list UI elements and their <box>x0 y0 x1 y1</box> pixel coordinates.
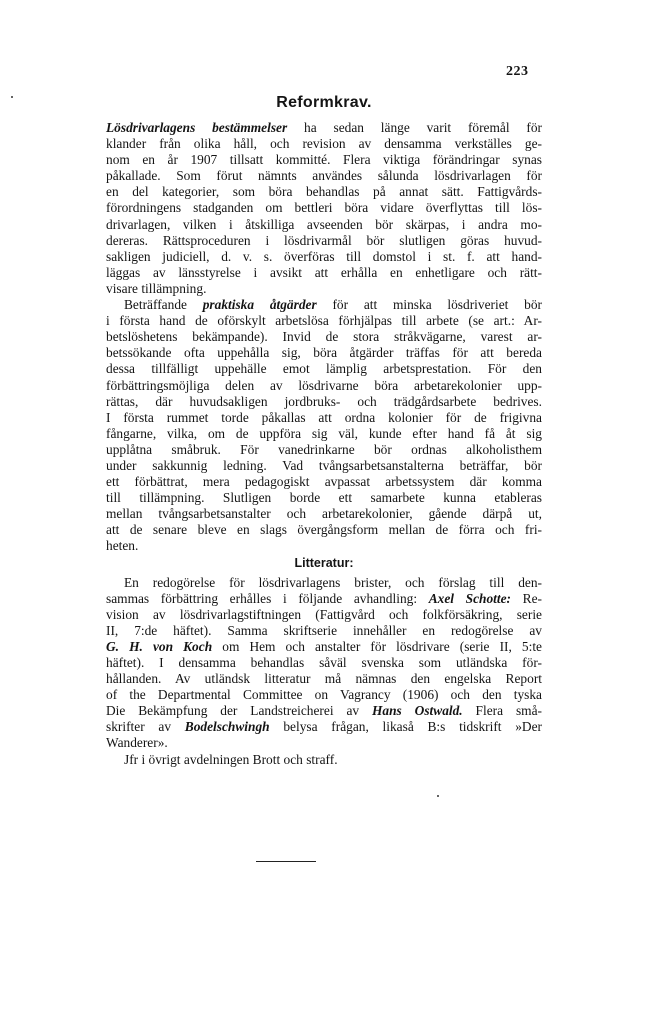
text-run: visare tillämpning. <box>106 280 207 296</box>
text-run: häftet). I densamma behandlas såväl svenska som utländska för- <box>106 655 542 670</box>
text-line <box>106 490 542 506</box>
text-line <box>106 639 542 655</box>
text-run: skrifter av <box>106 719 185 735</box>
text-run: förordningens stadganden om bettleri böra vidare överflyttas till lös- <box>106 200 542 216</box>
text-line <box>106 184 542 200</box>
text-line <box>106 575 542 591</box>
paragraph-literature <box>106 575 542 768</box>
paragraph-praktiska-atgarder <box>106 297 542 555</box>
text-line <box>106 426 542 442</box>
text-run: läggas av länsstyrelse i avsikt att erhålla en enhetligare och rätt- <box>106 264 542 280</box>
text-run: i första hand de oförskylt arbetslösa förhjälpas till arbete (se art.: Ar- <box>106 313 542 329</box>
text-line <box>106 458 542 474</box>
page-number: 223 <box>506 64 529 79</box>
text-run: om Hem och anstalter för lösdrivare (serie II, 5:te <box>212 638 542 654</box>
literature-heading: Litteratur: <box>294 555 354 570</box>
text-run: att de senare bleve en slags övergångsform mellan de förra och fri- <box>106 522 542 538</box>
text-run: Jfr i övrigt avdelningen Brott och straff. <box>124 751 338 767</box>
text-run: belysa frågan, likaså B:s tidskrift »Der <box>269 719 542 735</box>
text-run: En redogörelse för lösdrivarlagens brister, och förslag till den- <box>124 574 542 590</box>
text-run: sakligen judiciell, d. v. s. överföras till domstol i st. f. att hand- <box>106 248 542 264</box>
text-line <box>106 655 542 671</box>
text-run: mellan tvångsarbetsanstalter och arbetarekolonier, gående därpå ut, <box>106 506 542 522</box>
text-line <box>106 623 542 639</box>
text-run: Beträffande <box>124 297 203 313</box>
text-line <box>106 297 542 313</box>
text-run: drivarlagen, vilken i åtskilliga avseenden bör skärpas, i andra mo- <box>106 216 542 232</box>
emphasis-text: G. H. von Koch <box>106 638 213 654</box>
text-line <box>106 313 542 329</box>
text-line <box>106 378 542 394</box>
text-line <box>106 442 542 458</box>
text-line <box>106 136 542 152</box>
text-run: Die Bekämpfung der Landstreicherei av <box>106 703 372 719</box>
text-run: ha sedan länge varit föremål för <box>287 120 543 135</box>
text-run: under sakkunnig ledning. Vad tvångsarbetsanstalterna beträffar, bör <box>106 457 542 473</box>
text-line <box>106 671 542 687</box>
end-rule <box>256 861 316 862</box>
text-line <box>106 394 542 410</box>
text-run: I första rummet torde påkallas att ordna kolonier för de frigivna <box>106 409 542 425</box>
text-line <box>106 249 542 265</box>
text-run: dessa tillfälligt uppehälle emot lämplig arbetsprestation. För den <box>106 361 542 377</box>
text-run: för att minska lösdriveriet bör <box>316 297 542 313</box>
text-run: betslöshetens bekämpande). Invid de stora stråkvägarne, varest ar- <box>106 329 542 345</box>
emphasis-text: Bodelschwingh <box>184 719 270 735</box>
emphasis-text: Lösdrivarlagens bestämmelser <box>106 120 288 135</box>
text-line <box>106 719 542 735</box>
text-run: förbättringsmöjliga delen av lösdrivarne böra arbetarekolonier upp- <box>106 377 542 393</box>
text-run: heten. <box>106 538 139 554</box>
text-run: of the Departmental Committee on Vagrancy (1906) och den tyska <box>106 687 542 703</box>
text-line <box>106 152 542 168</box>
text-line <box>106 200 542 216</box>
text-line <box>106 687 542 703</box>
text-line <box>106 607 542 623</box>
emphasis-text: Hans Ostwald. <box>372 703 463 719</box>
text-line <box>106 735 542 751</box>
page-title: Reformkrav. <box>276 94 372 111</box>
text-line <box>106 538 542 554</box>
text-line <box>106 281 542 297</box>
text-run: betssökande ofta uppehålla sig, böra åtgärder träffas för att bereda <box>106 345 542 361</box>
text-line <box>106 506 542 522</box>
paragraph-lagstiftning <box>106 120 542 297</box>
text-line <box>106 591 542 607</box>
text-run: II, 7:de häftet). Samma skriftserie innehåller en redogörelse av <box>106 622 542 638</box>
text-run: Re- <box>511 590 542 606</box>
text-line <box>106 217 542 233</box>
text-run: vision av lösdrivarlagstiftningen (Fattigvård och folkförsäkring, serie <box>106 606 542 622</box>
text-run: till tillämpning. Slutligen borde ett samarbete kunna etableras <box>106 490 542 506</box>
text-line <box>106 474 542 490</box>
text-run: en del kategorier, som böra behandlas på annat sätt. Fattigvårds- <box>106 184 542 200</box>
text-line <box>106 522 542 538</box>
text-run: hållanden. Av utländsk litteratur må nämnas den engelska Report <box>106 671 542 687</box>
scan-speck <box>437 795 439 797</box>
text-run: dereras. Rättsproceduren i lösdrivarmål bör slutligen göras huvud- <box>106 232 542 248</box>
text-run: ett förbättrat, mera pedagogiskt avpassat arbetssystem där komma <box>106 474 542 490</box>
text-run: Flera små- <box>462 703 542 719</box>
text-run: upplåtna småbruk. För vanedrinkarne bör ordnas alkoholisthem <box>106 441 542 457</box>
text-run: Wanderer». <box>106 735 168 751</box>
text-run: fångarne, vilka, om de uppföra sig väl, kunde efter hand få åt sig <box>106 425 542 441</box>
text-run: sammas förbättring erhålles i följande avhandling: <box>106 590 429 606</box>
emphasis-text: praktiska åtgärder <box>202 297 317 313</box>
text-run: påkallade. Som förut nämnts användes sålunda lösdrivarlagen för <box>106 168 542 184</box>
text-line <box>106 410 542 426</box>
text-line <box>106 752 542 768</box>
text-run: rättas, där huvudsakligen jordbruks- och trädgårdsarbete bedrives. <box>106 393 542 409</box>
text-line <box>106 120 542 136</box>
text-line <box>106 265 542 281</box>
text-line <box>106 168 542 184</box>
text-line <box>106 703 542 719</box>
text-line <box>106 345 542 361</box>
text-run: klander från olika håll, och revision av densamma verkställes ge- <box>106 136 542 152</box>
text-run: nom en år 1907 tillsatt kommitté. Flera viktiga förändringar synas <box>106 152 542 168</box>
text-line <box>106 233 542 249</box>
text-line <box>106 361 542 377</box>
emphasis-text: Axel Schotte: <box>428 590 512 606</box>
text-line <box>106 329 542 345</box>
body-text <box>106 120 542 768</box>
